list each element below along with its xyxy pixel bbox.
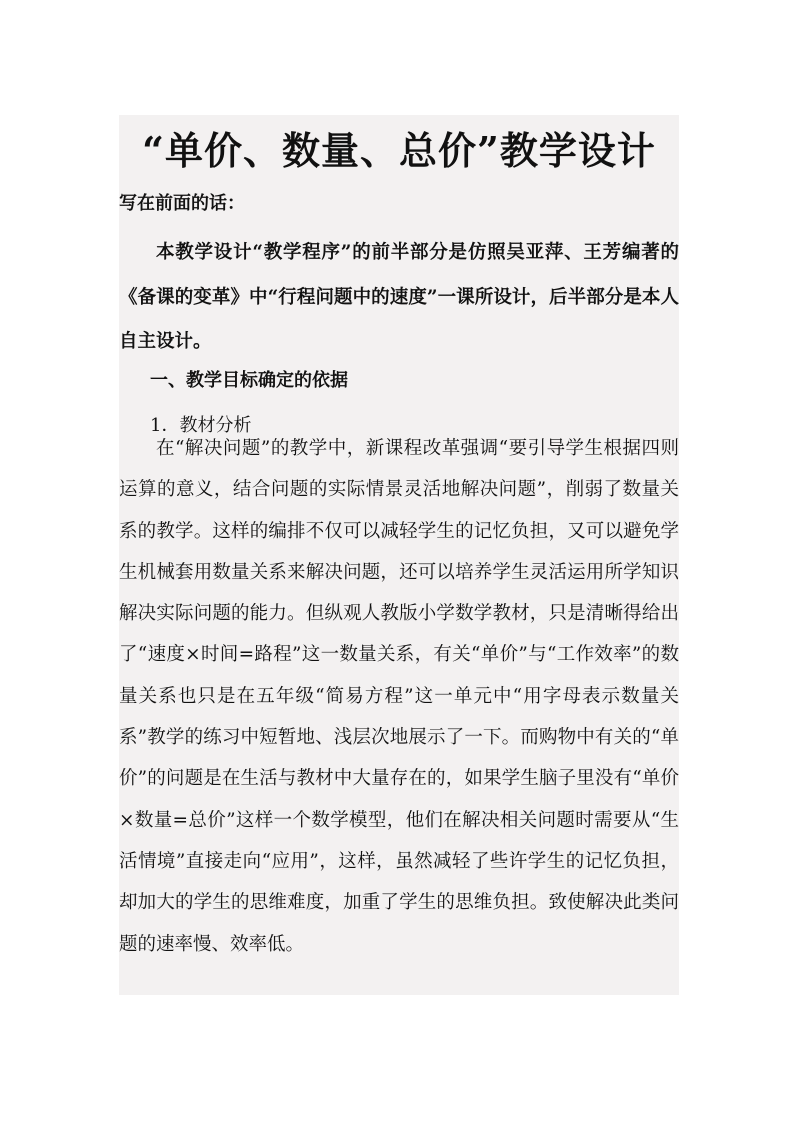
preface-heading: 写在前面的话： xyxy=(119,193,245,214)
body-paragraph: 在“解决问题”的教学中，新课程改革强调“要引导学生根据四则运算的意义，结合问题的实际情景灵活地解决问题”，削弱了数量关系的教学。这样的编排不仅可以减轻学生的记忆负担，又可以避免学生机械套用数量关系来解决问题，还可以培养学生灵活运用所学知识解决实际问题的能力。但纵观人教版小学数学教材，只是清晰得给出了“速度×时间=路程”这一数量关系，有关“单价”与“工作效率”的数量关系也只是在五年级“简易方程”这一单元中“用字母表示数量关系”教学的练习中短暂地、浅层次地展示了一下。而购物中有关的“单价”的问题是在生活与教材中大量存在的，如果学生脑子里没有“单价×数量=总价”这样一个数学模型，他们在解决相关问题时需要从“生活情境”直接走向“应用”，这样，虽然减轻了些许学生的记忆负担，却加大的学生的思维难度，加重了学生的思维负担。致使解决此类问题的速率慢、效率低。 xyxy=(119,438,679,955)
intro-paragraph: 本教学设计“教学程序”的前半部分是仿照吴亚萍、王芳编著的《备课的变革》中“行程问题中的速度”一课所设计，后半部分是本人自主设计。 xyxy=(119,242,679,352)
section-heading: 一、教学目标确定的依据 xyxy=(150,370,348,391)
subsection-heading: 1．教材分析 xyxy=(150,415,252,436)
document-title: “单价、数量、总价”教学设计 xyxy=(142,128,656,173)
